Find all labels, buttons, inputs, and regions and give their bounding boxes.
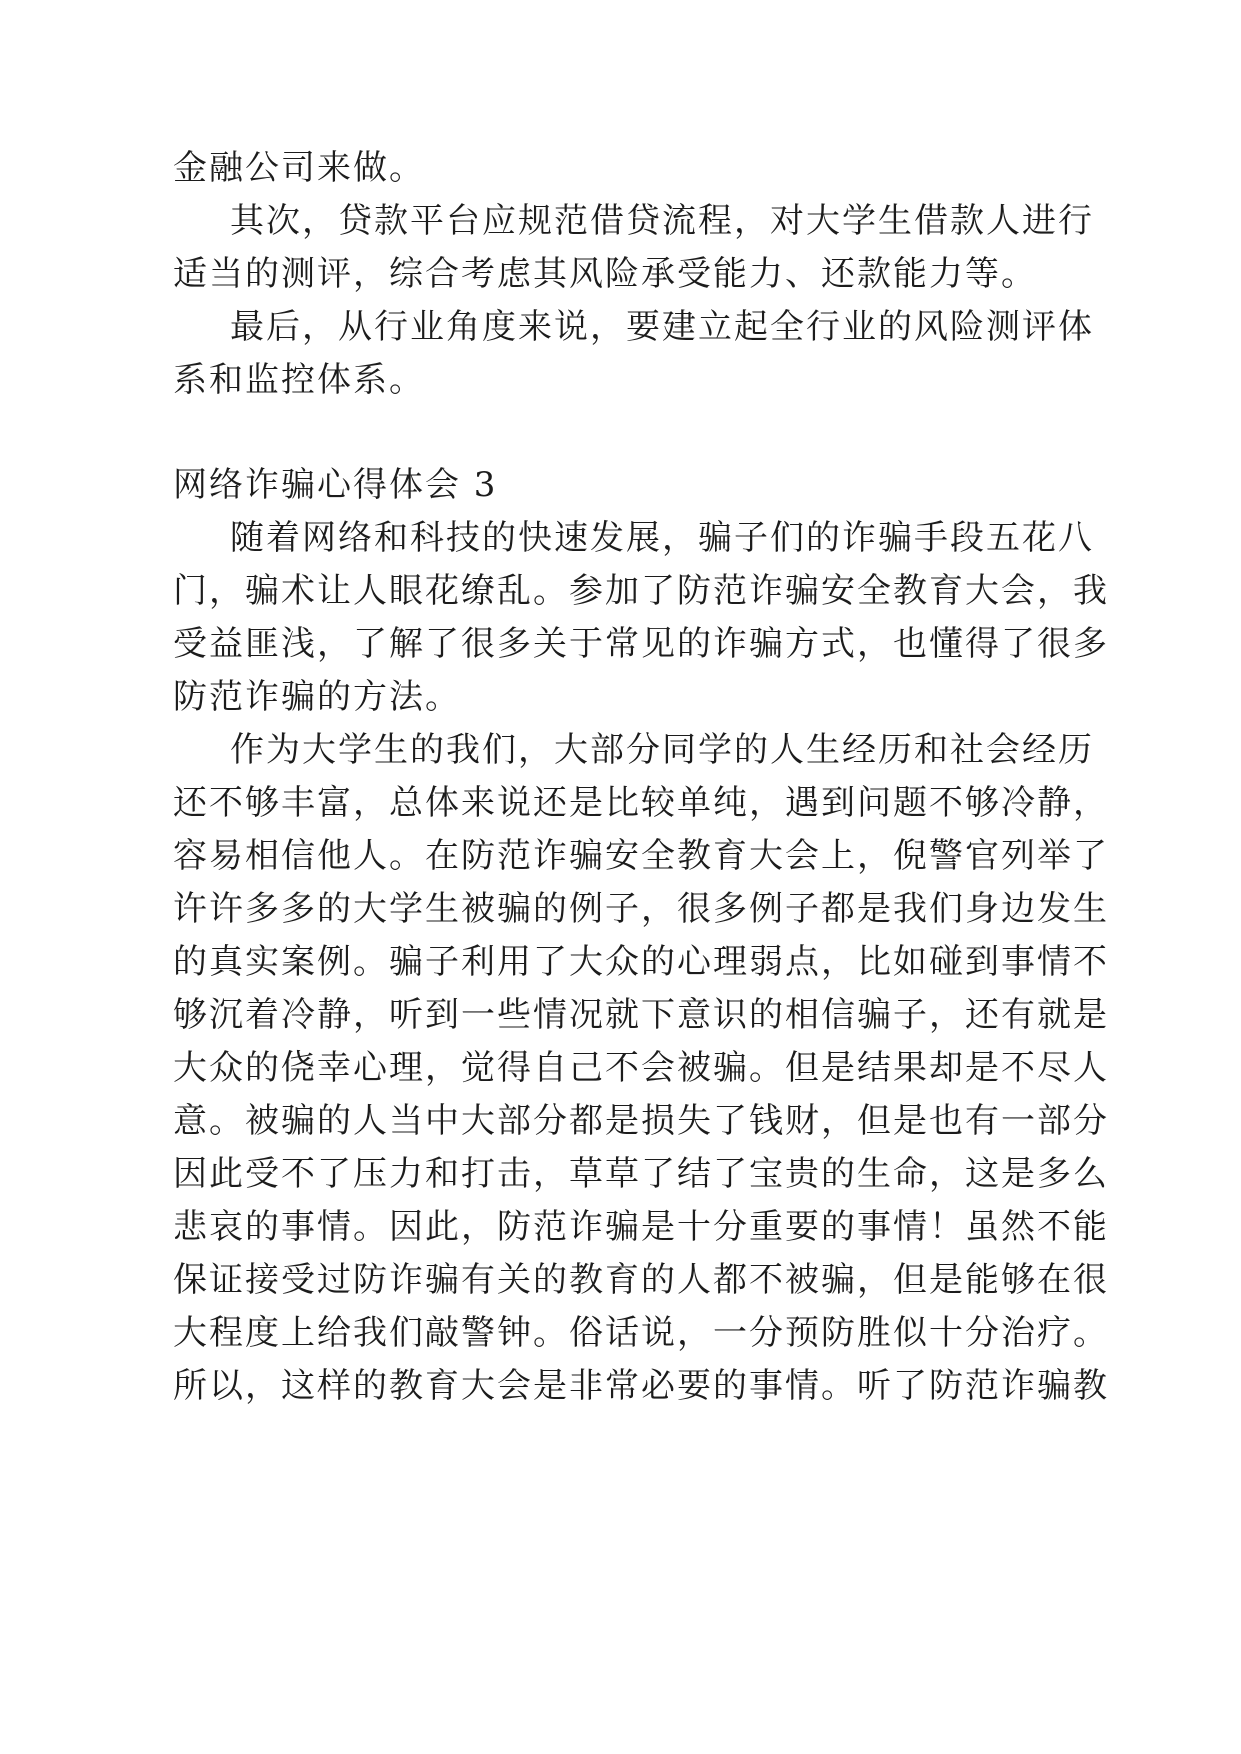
text-line: 金融公司来做。 [173, 148, 425, 188]
text-line: 所以，这样的教育大会是非常必要的事情。听了防范诈骗教 [173, 1366, 1109, 1406]
text-line: 的真实案例。骗子利用了大众的心理弱点，比如碰到事情不 [173, 942, 1109, 982]
paragraph-first-line: 作为大学生的我们，大部分同学的人生经历和社会经历 [230, 730, 1094, 770]
text-line: 还不够丰富，总体来说还是比较单纯，遇到问题不够冷静， [173, 783, 1109, 823]
paragraph-first-line: 最后，从行业角度来说，要建立起全行业的风险测评体 [230, 307, 1094, 347]
text-line: 因此受不了压力和打击，草草了结了宝贵的生命，这是多么 [173, 1154, 1109, 1194]
section-heading: 网络诈骗心得体会 3 [173, 465, 498, 505]
text-line: 防范诈骗的方法。 [173, 677, 461, 717]
paragraph-first-line: 随着网络和科技的快速发展，骗子们的诈骗手段五花八 [230, 518, 1094, 558]
text-line: 够沉着冷静，听到一些情况就下意识的相信骗子，还有就是 [173, 995, 1109, 1035]
text-line: 容易相信他人。在防范诈骗安全教育大会上，倪警官列举了 [173, 836, 1109, 876]
text-line: 适当的测评，综合考虑其风险承受能力、还款能力等。 [173, 254, 1037, 294]
paragraph-first-line: 其次，贷款平台应规范借贷流程，对大学生借款人进行 [230, 201, 1094, 241]
text-line: 系和监控体系。 [173, 360, 425, 400]
text-line: 悲哀的事情。因此，防范诈骗是十分重要的事情！虽然不能 [173, 1207, 1109, 1247]
text-line: 大程度上给我们敲警钟。俗话说，一分预防胜似十分治疗。 [173, 1313, 1109, 1353]
text-line: 许许多多的大学生被骗的例子，很多例子都是我们身边发生 [173, 889, 1109, 929]
text-line: 意。被骗的人当中大部分都是损失了钱财，但是也有一部分 [173, 1101, 1109, 1141]
text-line: 保证接受过防诈骗有关的教育的人都不被骗，但是能够在很 [173, 1260, 1109, 1300]
text-line: 大众的侥幸心理，觉得自己不会被骗。但是结果却是不尽人 [173, 1048, 1109, 1088]
text-line: 门，骗术让人眼花缭乱。参加了防范诈骗安全教育大会，我 [173, 571, 1109, 611]
text-line: 受益匪浅，了解了很多关于常见的诈骗方式，也懂得了很多 [173, 624, 1109, 664]
